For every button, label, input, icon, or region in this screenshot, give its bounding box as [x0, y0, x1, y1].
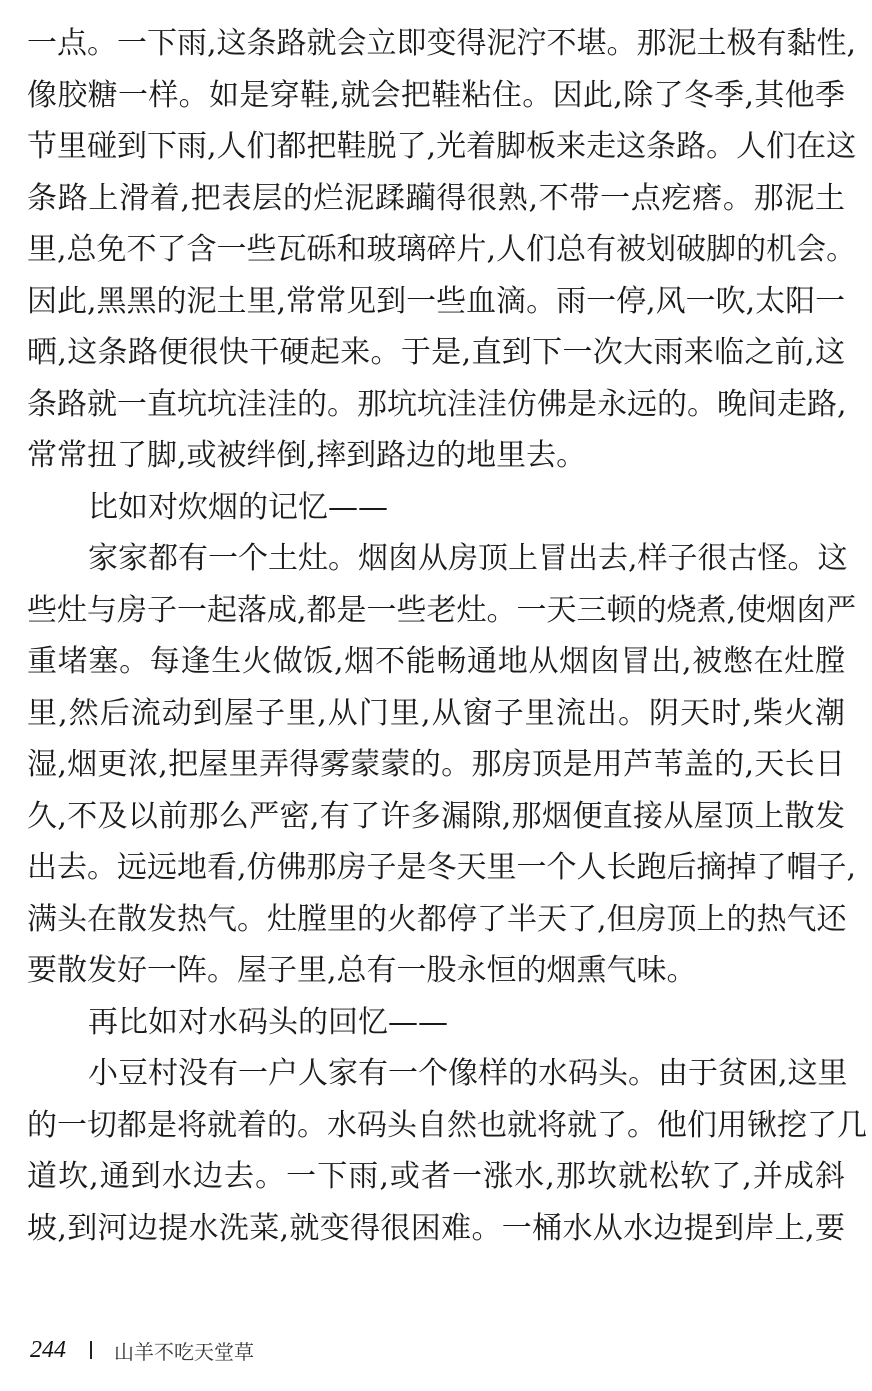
text-line: 久,不及以前那么严密,有了许多漏隙,那烟便直接从屋顶上散发: [27, 798, 845, 834]
section-lead-line: 再比如对水码头的回忆——: [88, 1004, 448, 1040]
text-line: 湿,烟更浓,把屋里弄得雾蒙蒙的。那房顶是用芦苇盖的,天长日: [27, 747, 845, 782]
footer-separator: [90, 1341, 92, 1359]
text-line: 道坎,通到水边去。一下雨,或者一涨水,那坎就松软了,并成斜: [27, 1159, 845, 1194]
text-line: 里,总免不了含一些瓦砾和玻璃碎片,人们总有被划破脚的机会。: [27, 232, 857, 267]
paragraph-start-line: 小豆村没有一户人家有一个像样的水码头。由于贫困,这里: [88, 1056, 848, 1091]
text-line: 一点。一下雨,这条路就会立即变得泥泞不堪。那泥土极有黏性,: [27, 26, 857, 61]
page-number: 244: [30, 1336, 66, 1363]
text-line: 坡,到河边提水洗菜,就变得很困难。一桶水从水边提到岸上,要: [27, 1210, 845, 1246]
text-line: 的一切都是将就着的。水码头自然也就将就了。他们用锹挖了几: [27, 1107, 867, 1143]
text-line: 条路上滑着,把表层的烂泥蹂躏得很熟,不带一点疙瘩。那泥土: [27, 180, 845, 216]
text-line: 像胶糖一样。如是穿鞋,就会把鞋粘住。因此,除了冬季,其他季: [27, 77, 845, 113]
text-line: 条路就一直坑坑洼洼的。那坑坑洼洼仿佛是永远的。晚间走路,: [27, 386, 847, 422]
section-lead-line: 比如对炊烟的记忆——: [88, 489, 388, 525]
text-line: 些灶与房子一起落成,都是一些老灶。一天三顿的烧煮,使烟囱严: [27, 592, 857, 628]
text-line: 因此,黑黑的泥土里,常常见到一些血滴。雨一停,风一吹,太阳一: [27, 283, 846, 319]
text-line: 节里碰到下雨,人们都把鞋脱了,光着脚板来走这条路。人们在这: [27, 129, 857, 164]
text-line: 满头在散发热气。灶膛里的火都停了半天了,但房顶上的热气还: [27, 901, 847, 937]
text-line: 晒,这条路便很快干硬起来。于是,直到下一次大雨来临之前,这: [27, 335, 845, 370]
text-line: 重堵塞。每逢生火做饭,烟不能畅通地从烟囱冒出,被憋在灶膛: [27, 644, 845, 679]
text-line: 出去。远远地看,仿佛那房子是冬天里一个人长跑后摘掉了帽子,: [27, 850, 857, 885]
text-line: 常常扭了脚,或被绊倒,摔到路边的地里去。: [27, 438, 587, 473]
book-title: 山羊不吃天堂草: [114, 1339, 254, 1364]
text-line: 里,然后流动到屋子里,从门里,从窗子里流出。阴天时,柴火潮: [27, 695, 845, 731]
paragraph-start-line: 家家都有一个土灶。烟囱从房顶上冒出去,样子很古怪。这: [88, 541, 848, 576]
page-footer: [30, 1332, 254, 1368]
body-text: [27, 18, 867, 1254]
text-line: 要散发好一阵。屋子里,总有一股永恒的烟熏气味。: [27, 953, 697, 988]
